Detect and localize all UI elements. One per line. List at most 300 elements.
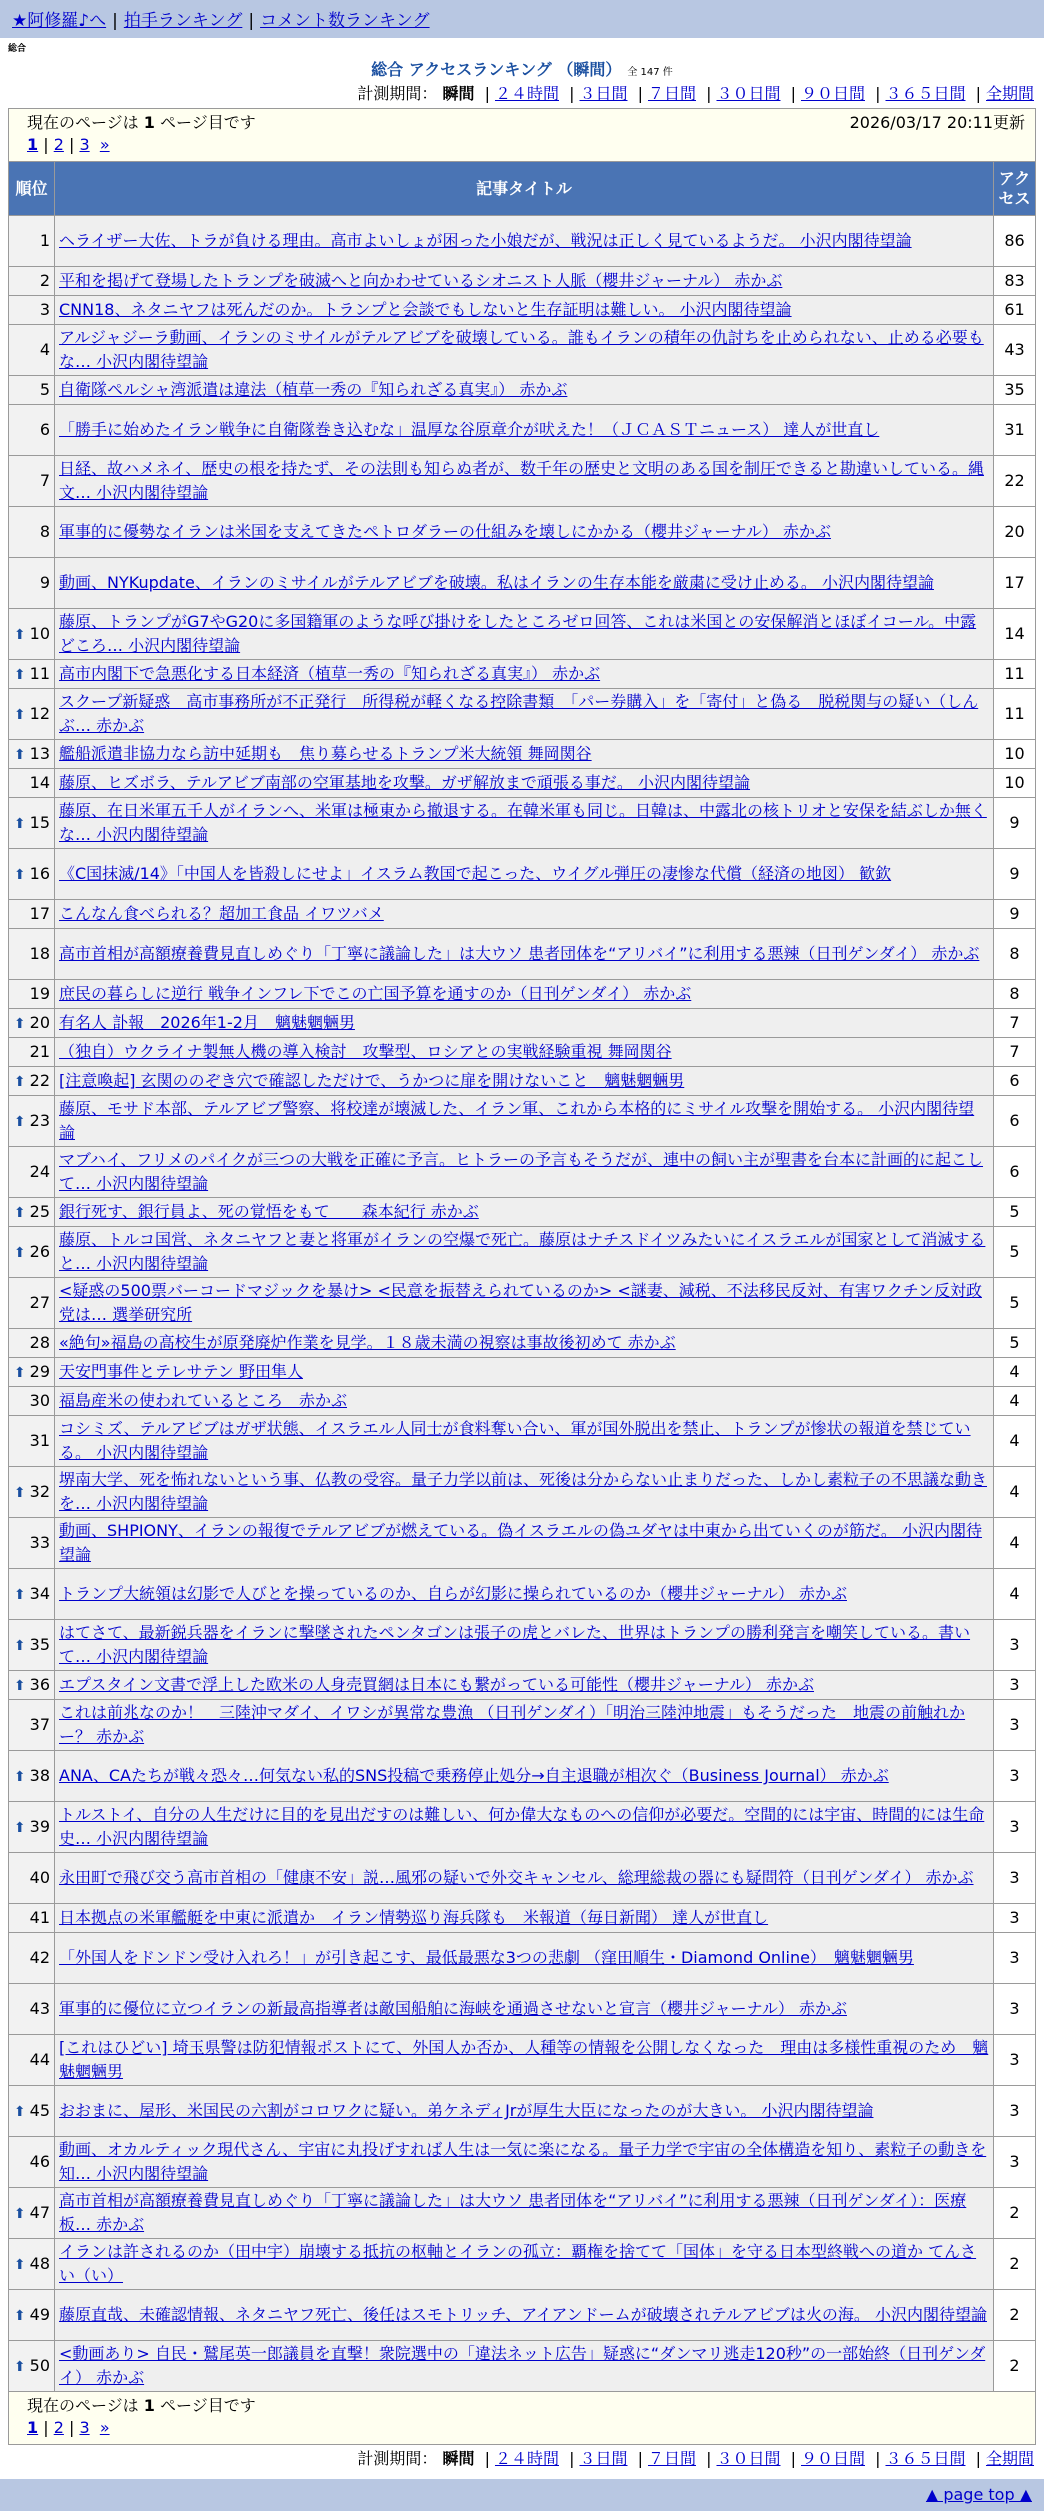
rank-number: 31 <box>29 1430 50 1450</box>
rank-number: 44 <box>29 2049 50 2069</box>
rank-number: 26 <box>29 1241 50 1261</box>
rank-number: 38 <box>29 1765 50 1785</box>
rank-cell <box>9 1518 55 1569</box>
updated-timestamp: 2026/03/17 20:11更新 <box>849 113 1025 132</box>
pager-top: 現在のページは 1 ページ目です 2026/03/17 20:11更新 1 | 2 | 3 » <box>9 109 1036 162</box>
article-link[interactable]: はてさて、最新鋭兵器をイランに撃墜されたペンタゴンは張子の虎とバレた、世界はトランプの勝利発言を嘲笑している。書いて… 小沢内閣待望論 <box>59 1623 971 1666</box>
rank-cell <box>9 2035 55 2086</box>
total-count: 全 147 件 <box>627 67 673 78</box>
rank-cell <box>9 1700 55 1751</box>
article-link[interactable]: 動画、NYKupdate、イランのミサイルがテルアビブを破壊。私はイランの生存本能を厳粛に受け止める。 小沢内閣待望論 <box>59 573 934 592</box>
rank-number: 47 <box>29 2202 50 2222</box>
nav-link-asyura-top[interactable]: ★阿修羅♪へ <box>12 11 107 31</box>
rank-number: 6 <box>39 419 50 439</box>
page-status: 現在のページは 1 ページ目です <box>27 113 256 132</box>
rank-number: 11 <box>29 663 50 683</box>
table-row <box>9 405 1036 456</box>
rank-cell <box>9 2137 55 2188</box>
header-access: アクセス <box>994 162 1036 216</box>
rank-number: 12 <box>29 703 50 723</box>
page-link-current[interactable]: 1 <box>27 2418 39 2437</box>
period-link-365d[interactable]: ３６５日間 <box>885 84 966 103</box>
rank-cell <box>9 296 55 325</box>
access-count: 3 <box>994 2086 1036 2137</box>
table-row <box>9 2290 1036 2341</box>
table-row <box>9 507 1036 558</box>
access-count: 4 <box>994 1416 1036 1467</box>
title-cell <box>55 1147 994 1198</box>
access-count: 3 <box>994 1853 1036 1904</box>
title-cell <box>55 1038 994 1067</box>
access-count: 10 <box>994 740 1036 769</box>
page-link-next[interactable]: » <box>99 135 110 154</box>
page-link-3[interactable]: 3 <box>79 2418 90 2437</box>
article-link[interactable]: <疑惑の500票バーコードマジックを暴け> <民意を振替えられているのか> <謎妻、減税、不法移民反対、有害ワクチン反対政党は… 選挙研究所 <box>59 1281 982 1324</box>
article-link[interactable]: 高市首相が高額療養費見直しめぐり「丁寧に議論した」は大ウソ 患者団体を“アリバイ”に利用する悪辣（日刊ゲンダイ）：医療板… 赤かぶ <box>59 2191 967 2234</box>
article-link[interactable]: アルジャジーラ動画、イランのミサイルがテルアビブを破壊している。誰もイランの積年の仇討ちを止められない、止める必要もな… 小沢内閣待望論 <box>59 328 984 371</box>
rank-cell <box>9 1278 55 1329</box>
access-count: 5 <box>994 1227 1036 1278</box>
access-count: 3 <box>994 1620 1036 1671</box>
article-link[interactable]: トランプ大統領は幻影で人びとを操っているのか、自らが幻影に操られているのか（櫻井ジャーナル） 赤かぶ <box>59 1584 847 1603</box>
rank-up-arrow-icon: ⬆ <box>13 1244 26 1261</box>
title-cell <box>55 216 994 267</box>
rank-cell <box>9 1067 55 1096</box>
article-link[interactable]: 平和を掲げて登場したトランプを破滅へと向かわせているシオニスト人脈（櫻井ジャーナル） 赤かぶ <box>59 271 783 290</box>
article-link[interactable]: 堺南大学、死を怖れないという事、仏教の受容。量子力学以前は、死後は分からない止まりだった、しかし素粒子の不思議な動きを… 小沢内閣待望論 <box>59 1470 988 1513</box>
rank-number: 2 <box>39 270 50 290</box>
article-link[interactable]: 日本拠点の米軍艦艇を中東に派遣か イラン情勢巡り海兵隊も 米報道（毎日新聞） 達人が世直し <box>59 1908 769 1927</box>
period-link-3d[interactable]: ３日間 <box>579 84 628 103</box>
period-link-7d[interactable]: ７日間 <box>647 2449 696 2468</box>
table-row <box>9 1620 1036 1671</box>
title-cell <box>55 1329 994 1358</box>
rank-cell <box>9 609 55 660</box>
access-count: 17 <box>994 558 1036 609</box>
article-link[interactable]: スクープ新疑惑 高市事務所が不正発行 所得税が軽くなる控除書類 「パー券購入」を「寄付」と偽る 脱税関与の疑い（しんぶ… 赤かぶ <box>59 692 979 735</box>
article-link[interactable]: 庶民の暮らしに逆行 戦争インフレ下でこの亡国予算を通すのか（日刊ゲンダイ） 赤かぶ <box>59 984 692 1003</box>
table-row <box>9 1569 1036 1620</box>
period-link-90d[interactable]: ９０日間 <box>800 84 865 103</box>
title-cell <box>55 1278 994 1329</box>
article-link[interactable]: エプスタイン文書で浮上した欧米の人身売買網は日本にも繋がっている可能性（櫻井ジャーナル） 赤かぶ <box>59 1675 815 1694</box>
rank-up-arrow-icon: ⬆ <box>13 626 26 643</box>
access-count: 7 <box>994 1038 1036 1067</box>
ranking-heading <box>0 58 1044 84</box>
table-row <box>9 1096 1036 1147</box>
rank-number: 27 <box>29 1292 50 1312</box>
access-count: 3 <box>994 1671 1036 1700</box>
access-count: 2 <box>994 2290 1036 2341</box>
rank-up-arrow-icon: ⬆ <box>13 2256 26 2273</box>
article-link[interactable]: コシミズ、テルアビブはガザ状態、イスラエル人同士が食料奪い合い、軍が国外脱出を禁止、トランプが惨状の報道を禁じている。 小沢内閣待望論 <box>59 1419 971 1462</box>
access-count: 3 <box>994 1904 1036 1933</box>
rank-cell <box>9 1358 55 1387</box>
article-link[interactable]: CNN18、ネタニヤフは死んだのか。トランプと会談でもしないと生存証明は難しい。 小沢内閣待望論 <box>59 300 792 319</box>
rank-cell <box>9 798 55 849</box>
table-row <box>9 1671 1036 1700</box>
table-row <box>9 325 1036 376</box>
access-count: 61 <box>994 296 1036 325</box>
title-cell <box>55 1227 994 1278</box>
title-cell <box>55 929 994 980</box>
rank-number: 28 <box>29 1332 50 1352</box>
article-link[interactable]: （独自）ウクライナ製無人機の導入検討 攻撃型、ロシアとの実戦経験重視 舞岡関谷 <box>59 1042 672 1061</box>
access-count: 10 <box>994 769 1036 798</box>
period-link-30d[interactable]: ３０日間 <box>716 84 781 103</box>
access-count: 4 <box>994 1518 1036 1569</box>
rank-cell <box>9 1387 55 1416</box>
rank-cell <box>9 2188 55 2239</box>
title-cell <box>55 507 994 558</box>
page-link-2[interactable]: 2 <box>53 135 64 154</box>
table-row <box>9 2086 1036 2137</box>
rank-number: 36 <box>29 1674 50 1694</box>
table-row <box>9 558 1036 609</box>
header-rank: 順位 <box>9 162 55 216</box>
table-row <box>9 2239 1036 2290</box>
rank-number: 10 <box>29 623 50 643</box>
rank-number: 30 <box>29 1390 50 1410</box>
article-link[interactable]: 藤原、ヒズボラ、テルアビブ南部の空軍基地を攻撃。ガザ解放まで頑張る事だ。 小沢内閣待望論 <box>59 773 751 792</box>
period-link-all[interactable]: 全期間 <box>985 84 1034 103</box>
nav-link-clap-ranking[interactable]: 拍手ランキング <box>123 11 243 31</box>
rank-number: 16 <box>29 863 50 883</box>
rank-number: 34 <box>29 1583 50 1603</box>
article-link[interactable]: ヘライザー大佐、トラが負ける理由。高市よいしょが困った小娘だが、戦況は正しく見ているようだ。 小沢内閣待望論 <box>59 231 912 250</box>
rank-number: 49 <box>29 2304 50 2324</box>
access-count: 3 <box>994 2137 1036 2188</box>
table-row <box>9 1984 1036 2035</box>
page-link-current[interactable]: 1 <box>27 135 39 154</box>
access-count: 3 <box>994 2035 1036 2086</box>
table-row <box>9 1329 1036 1358</box>
rank-cell <box>9 980 55 1009</box>
title-cell <box>55 1700 994 1751</box>
rank-cell <box>9 1198 55 1227</box>
table-row <box>9 1147 1036 1198</box>
rank-number: 4 <box>39 339 50 359</box>
rank-cell <box>9 405 55 456</box>
rank-cell <box>9 1853 55 1904</box>
period-link-all[interactable]: 全期間 <box>985 2449 1034 2468</box>
access-count: 2 <box>994 2341 1036 2392</box>
title-cell <box>55 376 994 405</box>
access-count: 7 <box>994 1009 1036 1038</box>
page-link-2[interactable]: 2 <box>53 2418 64 2437</box>
article-link[interactable]: 藤原、在日米軍五千人がイランへ、米軍は極東から撤退する。在韓米軍も同じ。日韓は、中露北の核トリオと安保を結ぶしか無くな… 小沢内閣待望論 <box>59 801 987 844</box>
rank-cell <box>9 849 55 900</box>
article-link[interactable]: 高市首相が高額療養費見直しめぐり「丁寧に議論した」は大ウソ 患者団体を“アリバイ”に利用する悪辣（日刊ゲンダイ） 赤かぶ <box>59 944 980 963</box>
article-link[interactable]: イランは許されるのか（田中宇）崩壊する抵抗の枢軸とイランの孤立：覇権を捨てて「国体」を守る日本型終戦への道か てんさい（い） <box>59 2242 977 2285</box>
page-title: 総合 アクセスランキング （瞬間） <box>371 60 622 79</box>
article-link[interactable]: おおまに、屋形、米国民の六割がコロワクに疑い。弟ケネディJrが厚生大臣になったのが大きい。 小沢内閣待望論 <box>59 2101 874 2120</box>
rank-cell <box>9 1620 55 1671</box>
rank-number: 41 <box>29 1907 50 1927</box>
title-cell <box>55 689 994 740</box>
title-cell <box>55 1904 994 1933</box>
nav-separator: | <box>248 11 255 31</box>
title-cell <box>55 2188 994 2239</box>
rank-cell <box>9 1671 55 1700</box>
table-row <box>9 1067 1036 1096</box>
period-current: 瞬間 <box>442 84 475 103</box>
article-link[interactable]: 動画、SHPIONY、イランの報復でテルアビブが燃えている。偽イスラエルの偽ユダヤは中東から出ていくのが筋だ。 小沢内閣待望論 <box>59 1521 983 1564</box>
article-link[interactable]: ANA、CAたちが戦々恐々…何気ない私的SNS投稿で乗務停止処分→自主退職が相次ぐ（Business Journal） 赤かぶ <box>59 1766 889 1785</box>
title-cell <box>55 325 994 376</box>
rank-number: 20 <box>29 1012 50 1032</box>
table-row <box>9 2341 1036 2392</box>
title-cell <box>55 2086 994 2137</box>
table-row <box>9 1700 1036 1751</box>
access-count: 9 <box>994 849 1036 900</box>
table-row <box>9 1518 1036 1569</box>
title-cell <box>55 405 994 456</box>
period-link-30d[interactable]: ３０日間 <box>716 2449 781 2468</box>
rank-cell <box>9 769 55 798</box>
rank-cell <box>9 1096 55 1147</box>
rank-number: 42 <box>29 1947 50 1967</box>
rank-number: 50 <box>29 2355 50 2375</box>
table-row <box>9 929 1036 980</box>
rank-up-arrow-icon: ⬆ <box>13 866 26 883</box>
article-link[interactable]: «絶句»福島の高校生が原発廃炉作業を見学。１８歳未満の視察は事故後初めて 赤かぶ <box>59 1333 676 1352</box>
rank-cell <box>9 689 55 740</box>
article-link[interactable]: こんなん食べられる？超加工食品 イワツバメ <box>59 904 384 923</box>
title-cell <box>55 1467 994 1518</box>
table-row <box>9 1904 1036 1933</box>
table-row <box>9 1038 1036 1067</box>
period-link-3d[interactable]: ３日間 <box>579 2449 628 2468</box>
title-cell <box>55 558 994 609</box>
title-cell <box>55 980 994 1009</box>
title-cell <box>55 2035 994 2086</box>
rank-up-arrow-icon: ⬆ <box>13 1204 26 1221</box>
access-count: 83 <box>994 267 1036 296</box>
table-row <box>9 1751 1036 1802</box>
access-count: 5 <box>994 1329 1036 1358</box>
title-cell <box>55 2341 994 2392</box>
rank-cell <box>9 216 55 267</box>
rank-cell <box>9 267 55 296</box>
article-link[interactable]: 自衛隊ペルシャ湾派遣は違法（植草一秀の『知られざる真実』） 赤かぶ <box>59 380 568 399</box>
access-count: 8 <box>994 980 1036 1009</box>
access-count: 3 <box>994 1933 1036 1984</box>
table-row <box>9 849 1036 900</box>
period-link-7d[interactable]: ７日間 <box>647 84 696 103</box>
footer-bar <box>0 2479 1044 2511</box>
period-current: 瞬間 <box>442 2449 475 2468</box>
rank-up-arrow-icon: ⬆ <box>13 1113 26 1130</box>
rank-up-arrow-icon: ⬆ <box>13 666 26 683</box>
page-status: 現在のページは 1 ページ目です <box>27 2396 256 2415</box>
rank-cell <box>9 2290 55 2341</box>
rank-number: 35 <box>29 1634 50 1654</box>
article-link[interactable]: 軍事的に優位に立つイランの新最高指導者は敵国船舶に海峡を通過させないと宣言（櫻井ジャーナル） 赤かぶ <box>59 1999 847 2018</box>
table-row <box>9 2035 1036 2086</box>
article-link[interactable]: 藤原直哉、未確認情報、ネタニヤフ死亡、後任はスモトリッチ、アイアンドームが破壊されテルアビブは火の海。 小沢内閣待望論 <box>59 2305 987 2324</box>
table-row <box>9 1358 1036 1387</box>
rank-cell <box>9 1009 55 1038</box>
access-count: 2 <box>994 2239 1036 2290</box>
top-nav <box>0 0 1044 38</box>
rank-number: 48 <box>29 2253 50 2273</box>
rank-number: 39 <box>29 1816 50 1836</box>
period-selector-top: 計測期間： 瞬間 | ２４時間 | ３日間 | ７日間 | ３０日間 | ９０日間 | ３６５日間 | 全期間 <box>357 84 1034 103</box>
title-cell <box>55 2239 994 2290</box>
rank-up-arrow-icon: ⬆ <box>13 2103 26 2120</box>
title-cell <box>55 1518 994 1569</box>
rank-number: 46 <box>29 2151 50 2171</box>
rank-cell <box>9 660 55 689</box>
article-link[interactable]: マブハイ、フリメのパイクが三つの大戦を正確に予言。ヒトラーの予言もそうだが、連中の飼い主が聖書を台本に計画的に起こして… 小沢内閣待望論 <box>59 1150 984 1193</box>
table-row <box>9 769 1036 798</box>
article-link[interactable]: 藤原、モサド本部、テルアビブ警察、将校達が壊滅した、イラン軍、これから本格的にミサイル攻撃を開始する。 小沢内閣待望論 <box>59 1099 975 1142</box>
title-cell <box>55 1620 994 1671</box>
article-link[interactable]: 天安門事件とテレサテン 野田隼人 <box>59 1362 303 1381</box>
period-link-365d[interactable]: ３６５日間 <box>885 2449 966 2468</box>
article-link[interactable]: <動画あり> 自民・鷲尾英一郎議員を直撃！衆院選中の「違法ネット広告」疑惑に“ダンマリ逃走120秒”の一部始終（日刊ゲンダイ） 赤かぶ <box>59 2344 986 2387</box>
title-cell <box>55 1358 994 1387</box>
title-cell <box>55 900 994 929</box>
rank-number: 15 <box>29 812 50 832</box>
title-cell <box>55 1853 994 1904</box>
article-link[interactable]: 艦船派遣非協力なら訪中延期も 焦り募らせるトランプ米大統領 舞岡関谷 <box>59 744 592 763</box>
rank-cell <box>9 1569 55 1620</box>
access-count: 3 <box>994 1751 1036 1802</box>
article-link[interactable]: 銀行死す、銀行員よ、死の覚悟をもて 森本紀行 赤かぶ <box>59 1202 479 1221</box>
rank-number: 1 <box>39 230 50 250</box>
title-cell <box>55 1009 994 1038</box>
access-count: 6 <box>994 1147 1036 1198</box>
rank-up-arrow-icon: ⬆ <box>13 1015 26 1032</box>
access-count: 5 <box>994 1278 1036 1329</box>
ranking-rows <box>9 216 1036 2392</box>
article-link[interactable]: 動画、オカルティック現代さん、宇宙に丸投げすれば人生は一気に楽になる。量子力学で宇宙の全体構造を知り、素粒子の動きを知… 小沢内閣待望論 <box>59 2140 987 2183</box>
article-link[interactable]: [これはひどい] 埼玉県警は防犯情報ポストにて、外国人か否か、人種等の情報を公開しなくなった 理由は多様性重視のため 魑魅魍魎男 <box>59 2038 989 2081</box>
table-row <box>9 1933 1036 1984</box>
title-cell <box>55 740 994 769</box>
title-cell <box>55 1569 994 1620</box>
access-count: 6 <box>994 1096 1036 1147</box>
article-link[interactable]: 日経、故ハメネイ、歴史の根を持たず、その法則も知らぬ者が、数千年の歴史と文明のある国を制圧できると勘違いしている。縄文… 小沢内閣待望論 <box>59 459 984 502</box>
title-cell <box>55 849 994 900</box>
table-row <box>9 456 1036 507</box>
article-link[interactable]: 藤原、トランプがG7やG20に多国籍軍のような呼び掛けをしたところゼロ回答、これは米国との安保解消とほぼイコール。中露どころ… 小沢内閣待望論 <box>59 612 977 655</box>
article-link[interactable]: 福島産米の使われているところ 赤かぶ <box>59 1391 348 1410</box>
article-link[interactable]: 「勝手に始めたイラン戦争に自衛隊巻き込むな」温厚な谷原章介が吠えた！（ＪＣＡＳＴニュース） 達人が世直し <box>59 420 880 439</box>
rank-number: 23 <box>29 1110 50 1130</box>
article-link[interactable]: これは前兆なのか！ 三陸沖マダイ、イワシが異常な豊漁 （日刊ゲンダイ）「明治三陸沖地震」もそうだった 地震の前触れかー？ 赤かぶ <box>59 1703 966 1746</box>
access-count: 3 <box>994 1700 1036 1751</box>
access-count: 35 <box>994 376 1036 405</box>
title-cell <box>55 798 994 849</box>
rank-cell <box>9 1038 55 1067</box>
rank-cell <box>9 558 55 609</box>
rank-number: 40 <box>29 1867 50 1887</box>
title-cell <box>55 1096 994 1147</box>
rank-number: 5 <box>39 379 50 399</box>
rank-cell <box>9 1933 55 1984</box>
rank-number: 9 <box>39 572 50 592</box>
rank-number: 33 <box>29 1532 50 1552</box>
table-row <box>9 2188 1036 2239</box>
article-link[interactable]: トルストイ、自分の人生だけに目的を見出だすのは難しい、何か偉大なものへの信仰が必要だ。空間的には宇宙、時間的には生命史… 小沢内閣待望論 <box>59 1805 985 1848</box>
nav-link-comment-ranking[interactable]: コメント数ランキング <box>260 11 430 31</box>
table-row <box>9 376 1036 405</box>
table-row <box>9 900 1036 929</box>
access-count: 11 <box>994 660 1036 689</box>
access-count: 4 <box>994 1569 1036 1620</box>
article-link[interactable]: 永田町で飛び交う高市首相の「健康不安」説…風邪の疑いで外交キャンセル、総理総裁の器にも疑問符（日刊ゲンダイ） 赤かぶ <box>59 1868 974 1887</box>
rank-cell <box>9 1904 55 1933</box>
rank-up-arrow-icon: ⬆ <box>13 1484 26 1501</box>
title-cell <box>55 1198 994 1227</box>
rank-number: 43 <box>29 1998 50 2018</box>
access-count: 3 <box>994 1802 1036 1853</box>
page-link-3[interactable]: 3 <box>79 135 90 154</box>
rank-cell <box>9 900 55 929</box>
header-title: 記事タイトル <box>55 162 994 216</box>
title-cell <box>55 2290 994 2341</box>
period-link-90d[interactable]: ９０日間 <box>800 2449 865 2468</box>
page-top-link[interactable]: ▲ page top ▲ <box>925 2485 1032 2504</box>
title-cell <box>55 296 994 325</box>
period-link-24h[interactable]: ２４時間 <box>494 84 559 103</box>
rank-up-arrow-icon: ⬆ <box>13 1364 26 1381</box>
rank-number: 45 <box>29 2100 50 2120</box>
access-count: 3 <box>994 1984 1036 2035</box>
rank-up-arrow-icon: ⬆ <box>13 1073 26 1090</box>
period-label: 計測期間： <box>357 2449 438 2468</box>
access-count: 22 <box>994 456 1036 507</box>
rank-cell <box>9 929 55 980</box>
rank-number: 29 <box>29 1361 50 1381</box>
table-row <box>9 1009 1036 1038</box>
title-cell <box>55 660 994 689</box>
article-link[interactable]: 軍事的に優勢なイランは米国を支えてきたペトロダラーの仕組みを壊しにかかる（櫻井ジャーナル） 赤かぶ <box>59 522 831 541</box>
rank-cell <box>9 1751 55 1802</box>
title-cell <box>55 1933 994 1984</box>
title-cell <box>55 1416 994 1467</box>
page-link-next[interactable]: » <box>99 2418 110 2437</box>
rank-number: 14 <box>29 772 50 792</box>
article-link[interactable]: 高市内閣下で急悪化する日本経済（植草一秀の『知られざる真実』） 赤かぶ <box>59 664 601 683</box>
article-link[interactable]: 藤原、トルコ国営、ネタニヤフと妻と将軍がイランの空爆で死亡。藤原はナチスドイツみたいにイスラエルが国家として消滅すると… 小沢内閣待望論 <box>59 1230 986 1273</box>
rank-up-arrow-icon: ⬆ <box>13 1819 26 1836</box>
rank-up-arrow-icon: ⬆ <box>13 2205 26 2222</box>
rank-cell <box>9 1416 55 1467</box>
article-link[interactable]: 「外国人をドンドン受け入れろ！」が引き起こす、最低最悪な3つの悲劇 （窪田順生・Diamond Online） 魑魅魍魎男 <box>59 1948 914 1967</box>
table-row <box>9 609 1036 660</box>
article-link[interactable]: 《C国抹滅/14》「中国人を皆殺しにせよ」イスラム教国で起こった、ウイグル弾圧の凄惨な代償（経済の地図） 歓欽 <box>59 864 892 883</box>
table-row <box>9 1416 1036 1467</box>
rank-number: 7 <box>39 470 50 490</box>
period-link-24h[interactable]: ２４時間 <box>494 2449 559 2468</box>
title-cell <box>55 267 994 296</box>
article-link[interactable]: [注意喚起] 玄関ののぞき穴で確認しただけで、うかつに扉を開けないこと 魑魅魍魎男 <box>59 1071 685 1090</box>
table-row <box>9 740 1036 769</box>
rank-up-arrow-icon: ⬆ <box>13 2307 26 2324</box>
table-row <box>9 1198 1036 1227</box>
table-row <box>9 1387 1036 1416</box>
title-cell <box>55 2137 994 2188</box>
nav-separator: | <box>112 11 118 31</box>
access-count: 2 <box>994 2188 1036 2239</box>
rank-cell <box>9 1467 55 1518</box>
rank-cell <box>9 2239 55 2290</box>
article-link[interactable]: 有名人 訃報 2026年1-2月 魑魅魍魎男 <box>59 1013 355 1032</box>
